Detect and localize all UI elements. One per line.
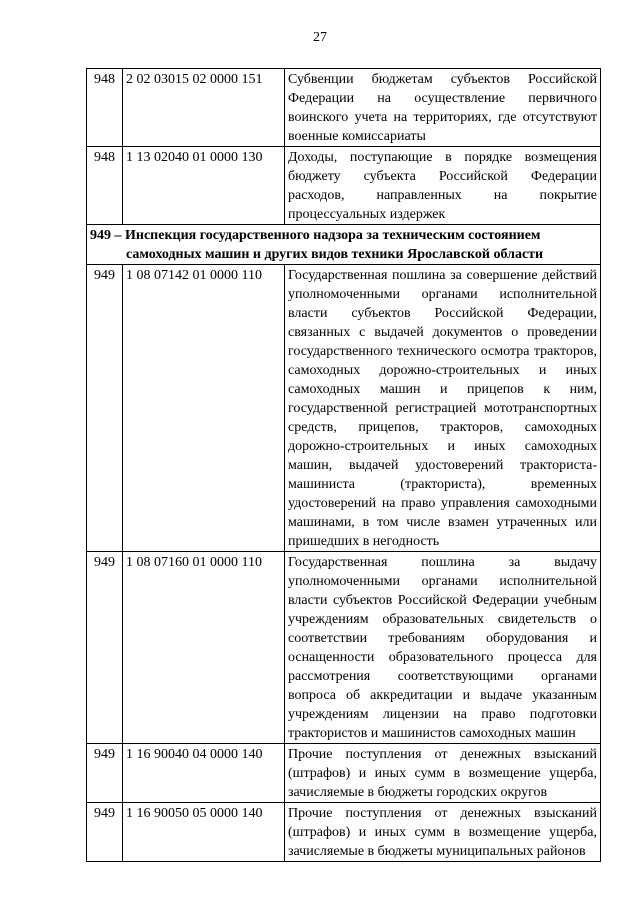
revenue-code-table xyxy=(86,68,601,862)
admin-code-cell: 948 xyxy=(87,147,123,225)
budget-code-cell: 1 16 90040 04 0000 140 xyxy=(123,744,285,803)
description-cell: Прочие поступления от денежных взысканий (штрафов) и иных сумм в возмещение ущерба, зачисляемые в бюджеты муниципальных районов xyxy=(285,803,601,862)
budget-code-cell: 1 08 07142 01 0000 110 xyxy=(123,265,285,552)
description-cell: Субвенции бюджетам субъектов Российской Федерации на осуществление первичного воинского учета на территориях, где отсутствуют военные комиссариаты xyxy=(285,69,601,147)
admin-code-cell: 949 xyxy=(87,265,123,552)
admin-code-cell: 949 xyxy=(87,744,123,803)
table-row xyxy=(87,147,601,225)
description-cell: Государственная пошлина за выдачу уполномоченными органами исполнительной власти субъектов Российской Федерации учебным учреждениям образовательных свидетельств о соответствии требованиям оборудования и оснащенности образовательного процесса для рассмотрения соответствующими органами вопроса об аккредитации и выдаче указанным учреждениям лицензии на право подготовки трактористов и машинистов самоходных машин xyxy=(285,552,601,744)
description-cell: Государственная пошлина за совершение действий уполномоченными органами исполнительной власти субъектов Российской Федерации, связанных с выдачей документов о проведении государственного технического осмотра тракторов, самоходных дорожно-строительных и иных самоходных машин и прицепов к ним, государственной регистрацией мототранспортных средств, прицепов, тракторов, самоходных дорожно-строительных и иных самоходных машин, выдачей удостоверений тракториста-машиниста (тракториста), временных удостоверений на право управления самоходными машинами, в том числе взамен утраченных или пришедших в негодность xyxy=(285,265,601,552)
admin-code-cell: 949 xyxy=(87,803,123,862)
budget-code-cell: 1 08 07160 01 0000 110 xyxy=(123,552,285,744)
table-row xyxy=(87,552,601,744)
admin-code-cell: 949 xyxy=(87,552,123,744)
table-row xyxy=(87,744,601,803)
section-header-cell xyxy=(87,225,601,265)
budget-code-cell: 2 02 03015 02 0000 151 xyxy=(123,69,285,147)
table-row xyxy=(87,265,601,552)
admin-code-cell: 948 xyxy=(87,69,123,147)
table-row xyxy=(87,803,601,862)
description-cell: Доходы, поступающие в порядке возмещения бюджету субъекта Российской Федерации расходов, направленных на покрытие процессуальных издержек xyxy=(285,147,601,225)
section-title-line1: 949 – Инспекция государственного надзора за техническим состоянием xyxy=(90,228,541,243)
budget-code-cell: 1 16 90050 05 0000 140 xyxy=(123,803,285,862)
description-cell: Прочие поступления от денежных взысканий (штрафов) и иных сумм в возмещение ущерба, зачисляемые в бюджеты городских округов xyxy=(285,744,601,803)
budget-code-cell: 1 13 02040 01 0000 130 xyxy=(123,147,285,225)
section-title-line2: самоходных машин и других видов техники Ярославской области xyxy=(126,247,544,262)
section-header-row xyxy=(87,225,601,265)
page-number: 27 xyxy=(313,30,327,45)
table-row xyxy=(87,69,601,147)
